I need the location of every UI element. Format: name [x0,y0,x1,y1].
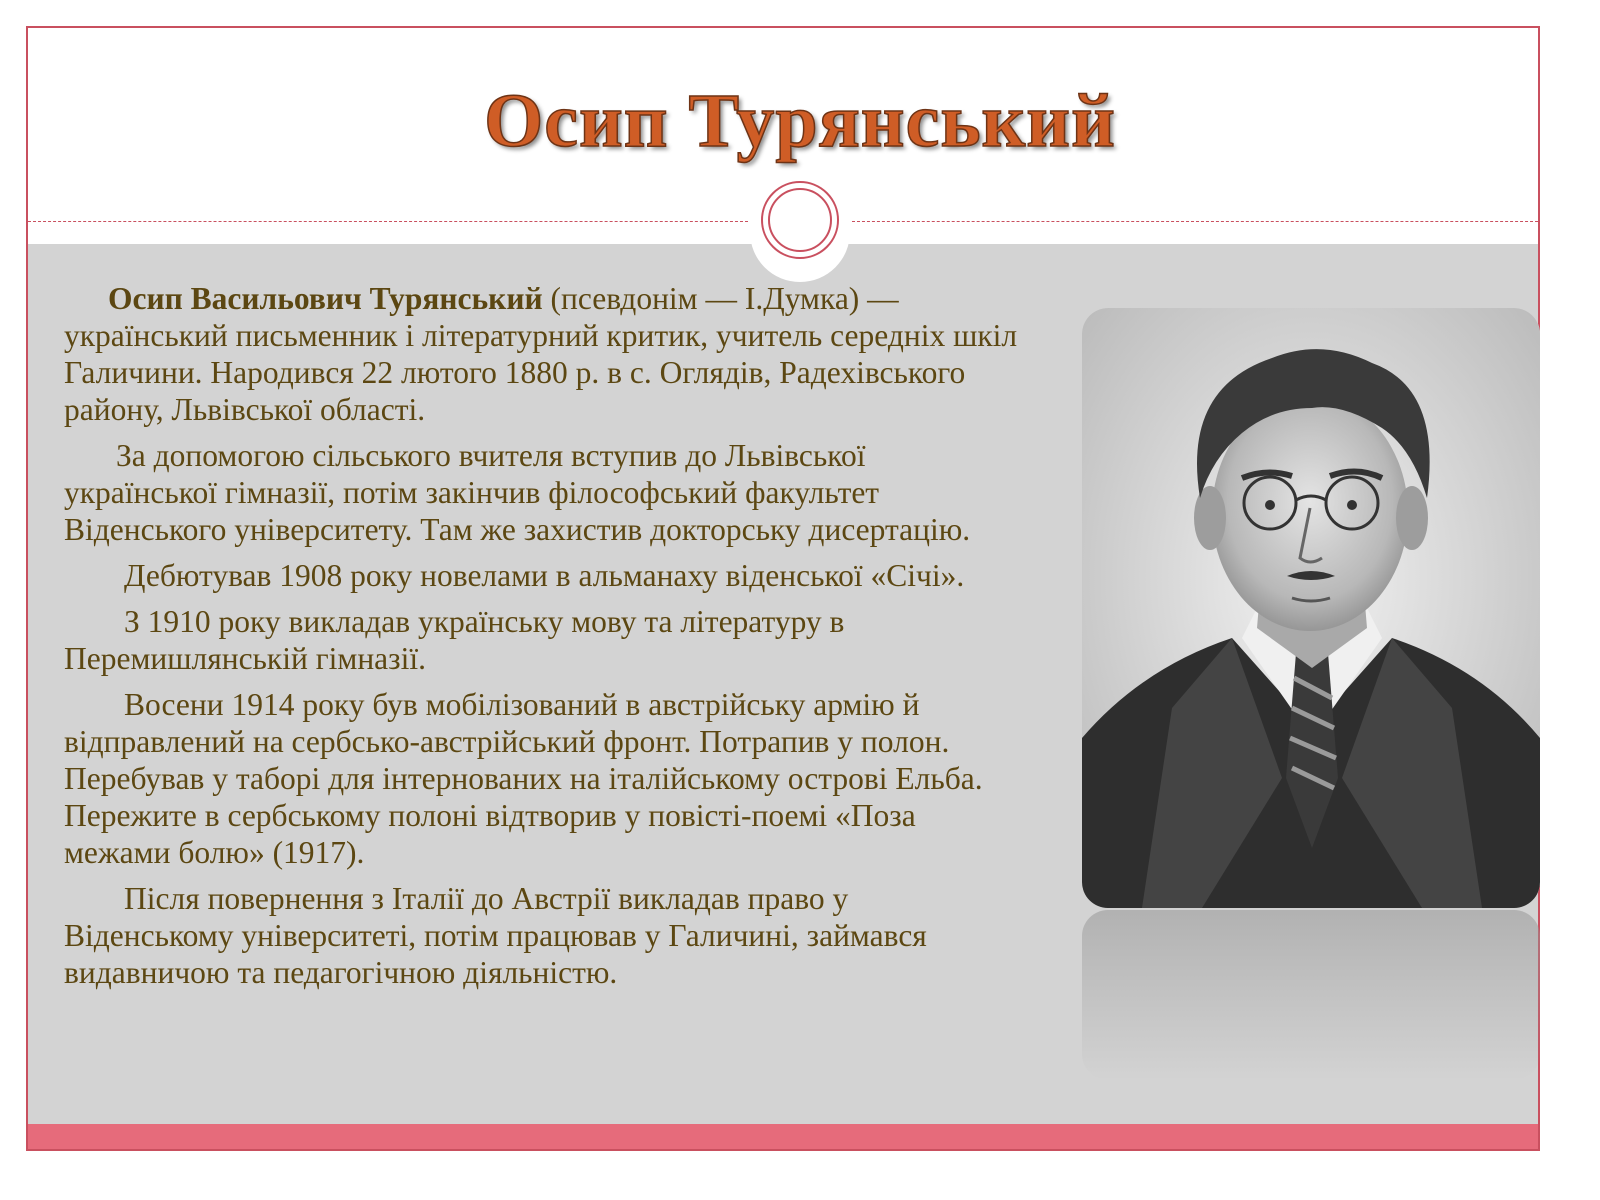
paragraph-education: За допомогою сільського вчителя вступив до Львівської української гімназії, потім закінчив філософський факультет Віденського університету. Там же захистив докторську дисертацію. [64,438,971,547]
slide-title: Осип Турянський [484,79,1116,163]
portrait-reflection [1082,910,1540,1080]
paragraph-teaching: З 1910 року викладав українську мову та літературу в Перемишлянській гімназії. [64,604,845,676]
divider-line-right [852,221,1538,222]
paragraph-intro [64,280,1024,428]
full-name: Осип Васильович Турянський [108,281,543,316]
portrait-photo [1082,308,1540,908]
intro-text: (псевдонім — І.Думка) — український письменник і літературний критик, учитель середніх шкіл Галичини. Народився 22 лютого 1880 р. в с. Оглядів, Радехівського району, Львівської області. [64,281,1018,427]
divider-line-left [28,221,748,222]
bottom-accent-bar [28,1124,1538,1149]
paragraph-war: Восени 1914 року був мобілізований в австрійську армію й відправлений на сербсько-австрійський фронт. Потрапив у полон. Перебував у таборі для інтернованих на італійському острові Ельба. Пережите в сербському полоні відтворив у повісті-поемі «Поза межами болю» (1917). [64,687,983,870]
circle-ornament-icon [748,180,852,284]
paragraph-debut: Дебютував 1908 року новелами в альманаху віденської «Січі». [124,558,965,593]
portrait-photo-icon [1082,308,1540,908]
paragraph-later-life: Після повернення з Італії до Австрії викладав право у Віденському університеті, потім працював у Галичині, займався видавничою та педагогічною діяльністю. [64,881,927,990]
biography-text [64,280,1024,1000]
